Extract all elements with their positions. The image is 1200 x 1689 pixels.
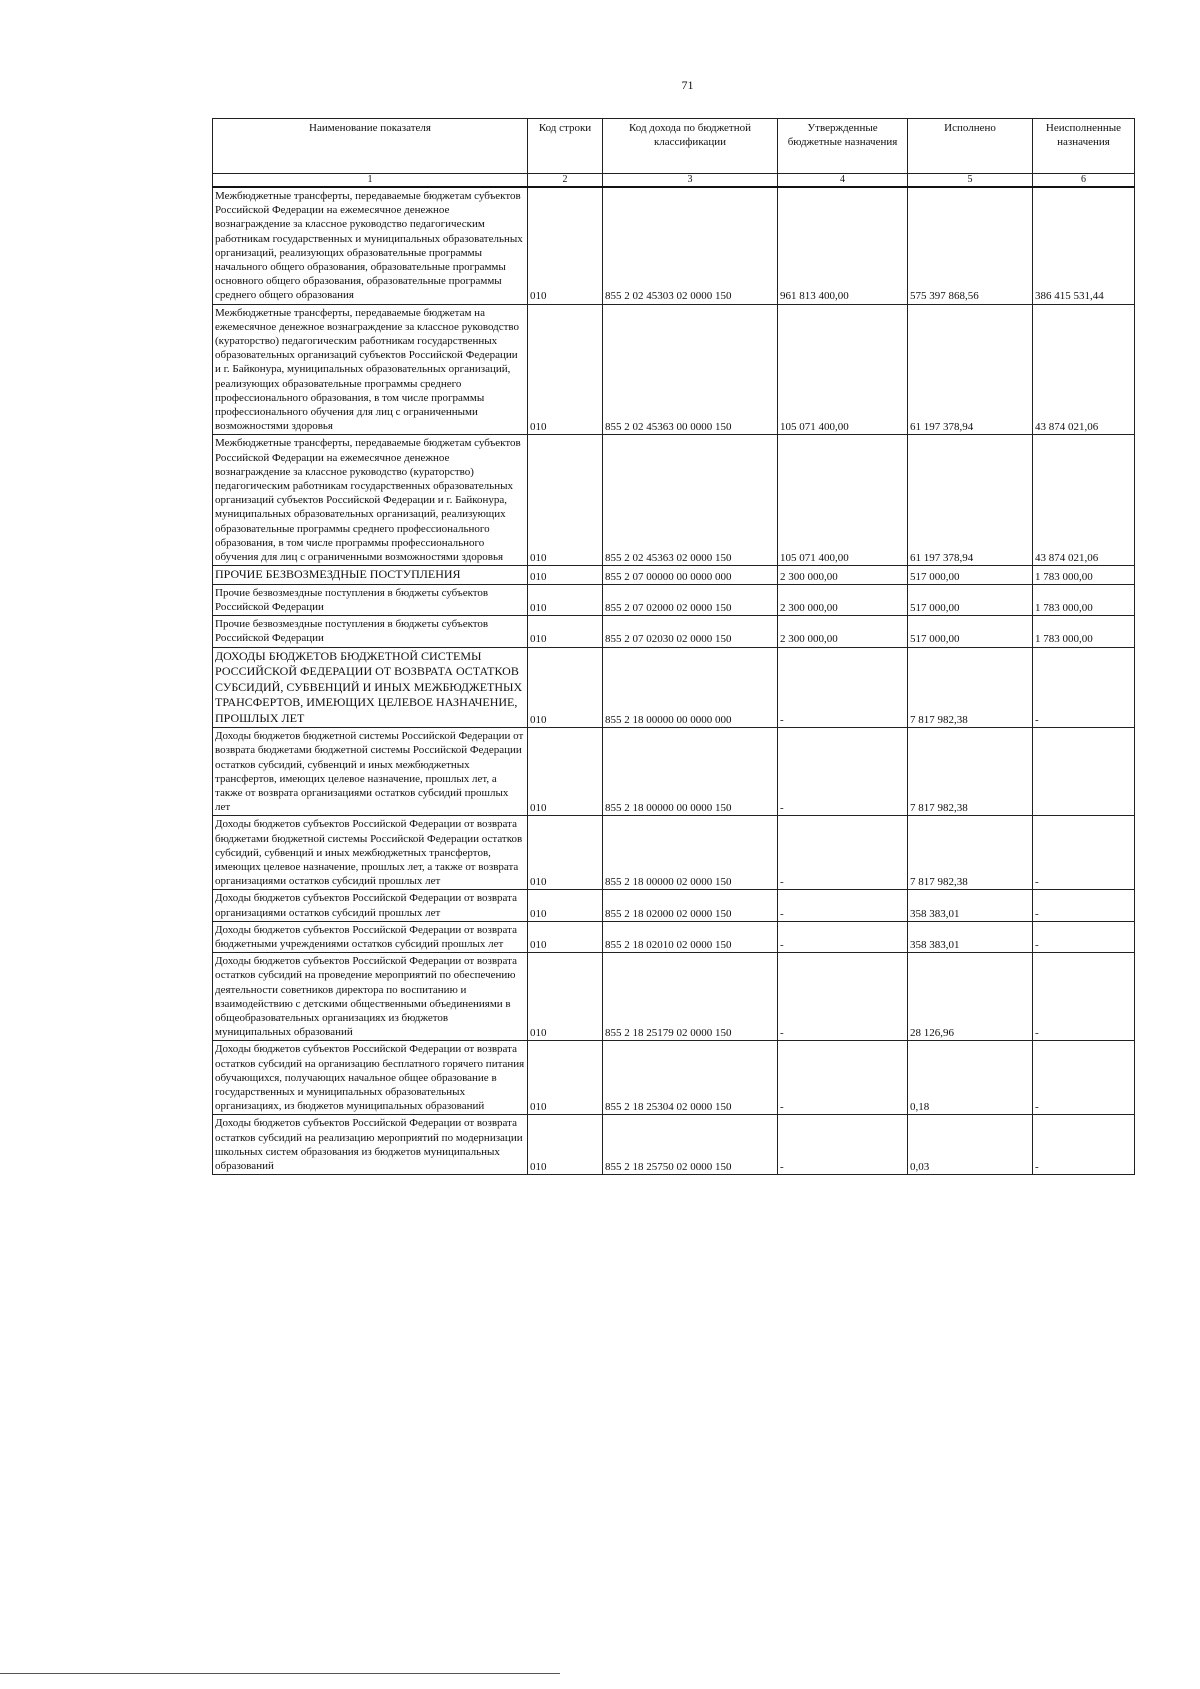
column-number: 4 [778, 174, 908, 188]
executed-amount: 517 000,00 [908, 584, 1033, 615]
approved-amount: - [778, 921, 908, 952]
income-code: 855 2 18 25304 02 0000 150 [603, 1041, 778, 1115]
approved-amount: 105 071 400,00 [778, 435, 908, 566]
executed-amount: 575 397 868,56 [908, 187, 1033, 304]
income-code: 855 2 07 02000 02 0000 150 [603, 584, 778, 615]
indicator-name: Доходы бюджетов субъектов Российской Федерации от возврата организациями остатков субсидий прошлых лет [213, 890, 528, 921]
approved-amount: 961 813 400,00 [778, 187, 908, 304]
income-code: 855 2 18 02010 02 0000 150 [603, 921, 778, 952]
unexecuted-amount: 43 874 021,06 [1033, 304, 1135, 435]
approved-amount: - [778, 1115, 908, 1175]
indicator-name: Межбюджетные трансферты, передаваемые бюджетам субъектов Российской Федерации на ежемесячное денежное вознаграждение за классное руководство педагогическим работникам государственных и муниципальных образовательных организаций, реализующих образовательные программы начального общего образования, образовательные программы основного общего образования, образовательные программы среднего общего образования [213, 187, 528, 304]
indicator-name: Доходы бюджетов субъектов Российской Федерации от возврата остатков субсидий на реализацию мероприятий по модернизации школьных систем образования из бюджетов муниципальных образований [213, 1115, 528, 1175]
indicator-name: Межбюджетные трансферты, передаваемые бюджетам субъектов Российской Федерации на ежемесячное денежное вознаграждение за классное руководство (кураторство) педагогическим работникам государственных образовательных организаций субъектов Российской Федерации и г. Байконура, муниципальных образовательных организаций, реализующих образовательные программы среднего профессионального образования, в том числе программы профессионального обучения для лиц с ограниченными возможностями здоровья [213, 435, 528, 566]
indicator-name: Доходы бюджетов субъектов Российской Федерации от возврата бюджетами бюджетной системы Российской Федерации остатков субсидий, субвенций и иных межбюджетных трансфертов, имеющих целевое назначение, прошлых лет, а также от возврата организациями остатков субсидий прошлых лет [213, 816, 528, 890]
table-row [213, 953, 1135, 1041]
executed-amount: 7 817 982,38 [908, 728, 1033, 816]
unexecuted-amount: 1 783 000,00 [1033, 616, 1135, 647]
line-code: 010 [528, 435, 603, 566]
line-code: 010 [528, 304, 603, 435]
column-number: 2 [528, 174, 603, 188]
unexecuted-amount: - [1033, 816, 1135, 890]
table-row [213, 1115, 1135, 1175]
unexecuted-amount: 1 783 000,00 [1033, 584, 1135, 615]
approved-amount: 2 300 000,00 [778, 566, 908, 585]
line-code: 010 [528, 647, 603, 728]
header-unexecuted: Неисполненные назначения [1033, 119, 1135, 174]
unexecuted-amount: - [1033, 1115, 1135, 1175]
unexecuted-amount: - [1033, 647, 1135, 728]
column-number: 6 [1033, 174, 1135, 188]
table-row [213, 728, 1135, 816]
income-code: 855 2 02 45363 02 0000 150 [603, 435, 778, 566]
unexecuted-amount: - [1033, 953, 1135, 1041]
line-code: 010 [528, 921, 603, 952]
approved-amount: - [778, 816, 908, 890]
executed-amount: 28 126,96 [908, 953, 1033, 1041]
executed-amount: 7 817 982,38 [908, 816, 1033, 890]
header-indicator-name: Наименование показателя [213, 119, 528, 174]
income-code: 855 2 07 00000 00 0000 000 [603, 566, 778, 585]
column-number: 3 [603, 174, 778, 188]
approved-amount: - [778, 953, 908, 1041]
column-number: 5 [908, 174, 1033, 188]
header-line-code: Код строки [528, 119, 603, 174]
unexecuted-amount: 43 874 021,06 [1033, 435, 1135, 566]
header-income-code: Код дохода по бюджетной классификации [603, 119, 778, 174]
line-code: 010 [528, 1115, 603, 1175]
table-row [213, 304, 1135, 435]
unexecuted-amount: - [1033, 890, 1135, 921]
executed-amount: 517 000,00 [908, 616, 1033, 647]
executed-amount: 0,18 [908, 1041, 1033, 1115]
header-approved: Утвержденные бюджетные назначения [778, 119, 908, 174]
indicator-name: Прочие безвозмездные поступления в бюджеты субъектов Российской Федерации [213, 584, 528, 615]
header-row [213, 119, 1135, 174]
income-code: 855 2 02 45303 02 0000 150 [603, 187, 778, 304]
indicator-name: Межбюджетные трансферты, передаваемые бюджетам на ежемесячное денежное вознаграждение за классное руководство (кураторство) педагогическим работникам государственных образовательных организаций субъектов Российской Федерации и г. Байконура, муниципальных образовательных организаций, реализующих образовательные программы среднего профессионального образования, в том числе программы профессионального обучения для лиц с ограниченными возможностями здоровья [213, 304, 528, 435]
table-row [213, 921, 1135, 952]
table-row [213, 816, 1135, 890]
line-code: 010 [528, 890, 603, 921]
indicator-name: Доходы бюджетов субъектов Российской Федерации от возврата остатков субсидий на проведение мероприятий по обеспечению деятельности советников директора по воспитанию и взаимодействию с детскими общественными объединениями в общеобразовательных организациях из бюджетов муниципальных образований [213, 953, 528, 1041]
table-row [213, 890, 1135, 921]
unexecuted-amount: 386 415 531,44 [1033, 187, 1135, 304]
table-row [213, 616, 1135, 647]
indicator-name: Доходы бюджетов субъектов Российской Федерации от возврата остатков субсидий на организацию бесплатного горячего питания обучающихся, получающих начальное общее образование в государственных и муниципальных образовательных организациях, из бюджетов муниципальных образований [213, 1041, 528, 1115]
indicator-name: ДОХОДЫ БЮДЖЕТОВ БЮДЖЕТНОЙ СИСТЕМЫ РОССИЙСКОЙ ФЕДЕРАЦИИ ОТ ВОЗВРАТА ОСТАТКОВ СУБСИДИЙ, СУБВЕНЦИЙ И ИНЫХ МЕЖБЮДЖЕТНЫХ ТРАНСФЕРТОВ, ИМЕЮЩИХ ЦЕЛЕВОЕ НАЗНАЧЕНИЕ, ПРОШЛЫХ ЛЕТ [213, 647, 528, 728]
income-code: 855 2 18 25750 02 0000 150 [603, 1115, 778, 1175]
income-code: 855 2 02 45363 00 0000 150 [603, 304, 778, 435]
executed-amount: 517 000,00 [908, 566, 1033, 585]
executed-amount: 0,03 [908, 1115, 1033, 1175]
indicator-name: ПРОЧИЕ БЕЗВОЗМЕЗДНЫЕ ПОСТУПЛЕНИЯ [213, 566, 528, 585]
income-code: 855 2 18 02000 02 0000 150 [603, 890, 778, 921]
approved-amount: 2 300 000,00 [778, 616, 908, 647]
unexecuted-amount [1033, 728, 1135, 816]
approved-amount: 105 071 400,00 [778, 304, 908, 435]
executed-amount: 358 383,01 [908, 890, 1033, 921]
income-code: 855 2 18 00000 00 0000 150 [603, 728, 778, 816]
table-row [213, 584, 1135, 615]
line-code: 010 [528, 616, 603, 647]
executed-amount: 61 197 378,94 [908, 435, 1033, 566]
approved-amount: - [778, 728, 908, 816]
table-row [213, 187, 1135, 304]
approved-amount: - [778, 1041, 908, 1115]
line-code: 010 [528, 1041, 603, 1115]
income-code: 855 2 18 25179 02 0000 150 [603, 953, 778, 1041]
income-code: 855 2 07 02030 02 0000 150 [603, 616, 778, 647]
approved-amount: - [778, 890, 908, 921]
line-code: 010 [528, 816, 603, 890]
unexecuted-amount: 1 783 000,00 [1033, 566, 1135, 585]
approved-amount: - [778, 647, 908, 728]
scan-edge-line [0, 1673, 560, 1674]
line-code: 010 [528, 566, 603, 585]
line-code: 010 [528, 187, 603, 304]
unexecuted-amount: - [1033, 921, 1135, 952]
executed-amount: 7 817 982,38 [908, 647, 1033, 728]
budget-report-table [212, 118, 1135, 1175]
header-executed: Исполнено [908, 119, 1033, 174]
unexecuted-amount: - [1033, 1041, 1135, 1115]
column-number: 1 [213, 174, 528, 188]
income-code: 855 2 18 00000 02 0000 150 [603, 816, 778, 890]
table-row [213, 647, 1135, 728]
indicator-name: Доходы бюджетов субъектов Российской Федерации от возврата бюджетными учреждениями остатков субсидий прошлых лет [213, 921, 528, 952]
table-row [213, 566, 1135, 585]
approved-amount: 2 300 000,00 [778, 584, 908, 615]
line-code: 010 [528, 728, 603, 816]
line-code: 010 [528, 953, 603, 1041]
income-code: 855 2 18 00000 00 0000 000 [603, 647, 778, 728]
executed-amount: 358 383,01 [908, 921, 1033, 952]
line-code: 010 [528, 584, 603, 615]
column-number-row [213, 174, 1135, 188]
indicator-name: Прочие безвозмездные поступления в бюджеты субъектов Российской Федерации [213, 616, 528, 647]
table-row [213, 1041, 1135, 1115]
table-row [213, 435, 1135, 566]
executed-amount: 61 197 378,94 [908, 304, 1033, 435]
indicator-name: Доходы бюджетов бюджетной системы Российской Федерации от возврата бюджетами бюджетной системы Российской Федерации остатков субсидий, субвенций и иных межбюджетных трансфертов, имеющих целевое назначение, прошлых лет, а также от возврата организациями остатков субсидий прошлых лет [213, 728, 528, 816]
page-number: 71 [681, 78, 694, 92]
